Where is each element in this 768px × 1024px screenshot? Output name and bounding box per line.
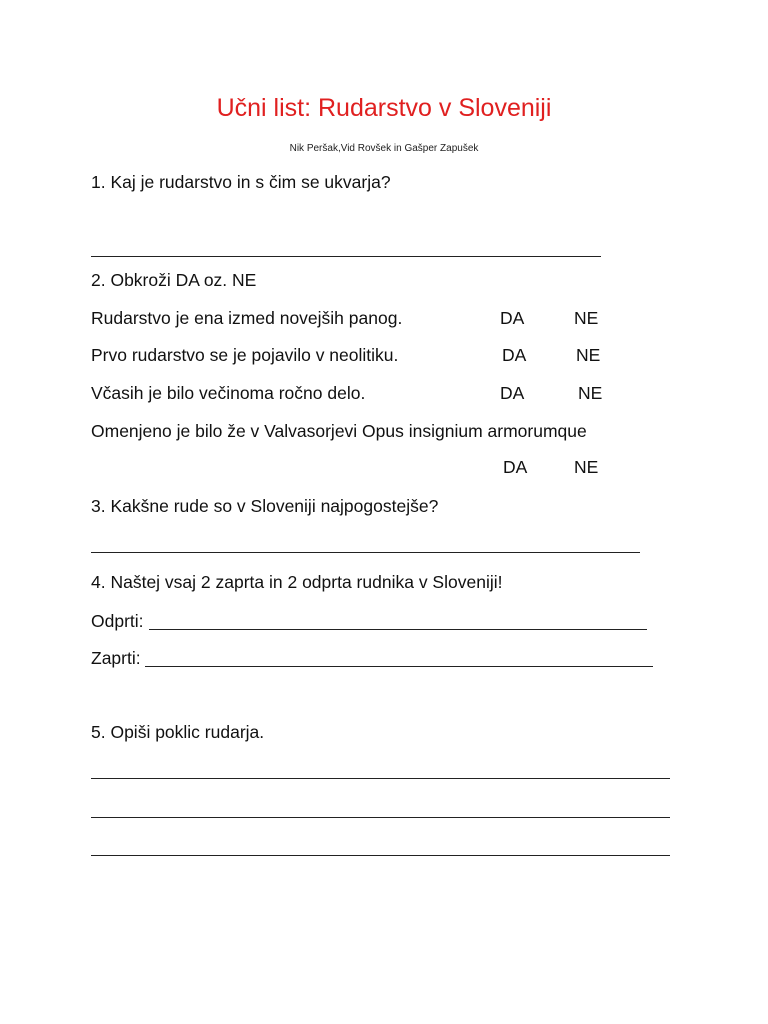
question-3: 3. Kakšne rude so v Sloveniji najpogostejše? (91, 496, 439, 516)
statement-3: Včasih je bilo večinoma ročno delo. (91, 383, 366, 403)
answer-line-q5-3[interactable] (91, 855, 670, 856)
authors-line: Nik Peršak,Vid Rovšek in Gašper Zapušek (289, 143, 479, 154)
answer-line-q1[interactable] (91, 256, 601, 257)
statement-2-ne[interactable]: NE (576, 345, 601, 365)
statement-1: Rudarstvo je ena izmed novejših panog. (91, 308, 403, 328)
question-5: 5. Opiši poklic rudarja. (91, 722, 265, 742)
statement-1-da[interactable]: DA (500, 308, 525, 328)
answer-line-q5-1[interactable] (91, 778, 670, 779)
worksheet-title: Učni list: Rudarstvo v Sloveniji (216, 94, 552, 122)
open-mines-label: Odprti: (91, 611, 144, 631)
statement-3-ne[interactable]: NE (578, 383, 603, 403)
statement-4-da[interactable]: DA (503, 457, 528, 477)
statement-4-ne[interactable]: NE (574, 457, 599, 477)
closed-mines-label: Zaprti: (91, 648, 141, 668)
statement-2-da[interactable]: DA (502, 345, 527, 365)
answer-line-q5-2[interactable] (91, 817, 670, 818)
statement-2: Prvo rudarstvo se je pojavilo v neolitiku. (91, 345, 399, 365)
question-2: 2. Obkroži DA oz. NE (91, 270, 257, 290)
answer-line-open-mines[interactable] (149, 629, 647, 630)
answer-line-q3[interactable] (91, 552, 640, 553)
question-4: 4. Naštej vsaj 2 zaprta in 2 odprta rudnika v Sloveniji! (91, 572, 503, 592)
statement-1-ne[interactable]: NE (574, 308, 599, 328)
question-1: 1. Kaj je rudarstvo in s čim se ukvarja? (91, 172, 391, 192)
statement-4: Omenjeno je bilo že v Valvasorjevi Opus insignium armorumque (91, 421, 587, 441)
statement-3-da[interactable]: DA (500, 383, 525, 403)
answer-line-closed-mines[interactable] (145, 666, 653, 667)
